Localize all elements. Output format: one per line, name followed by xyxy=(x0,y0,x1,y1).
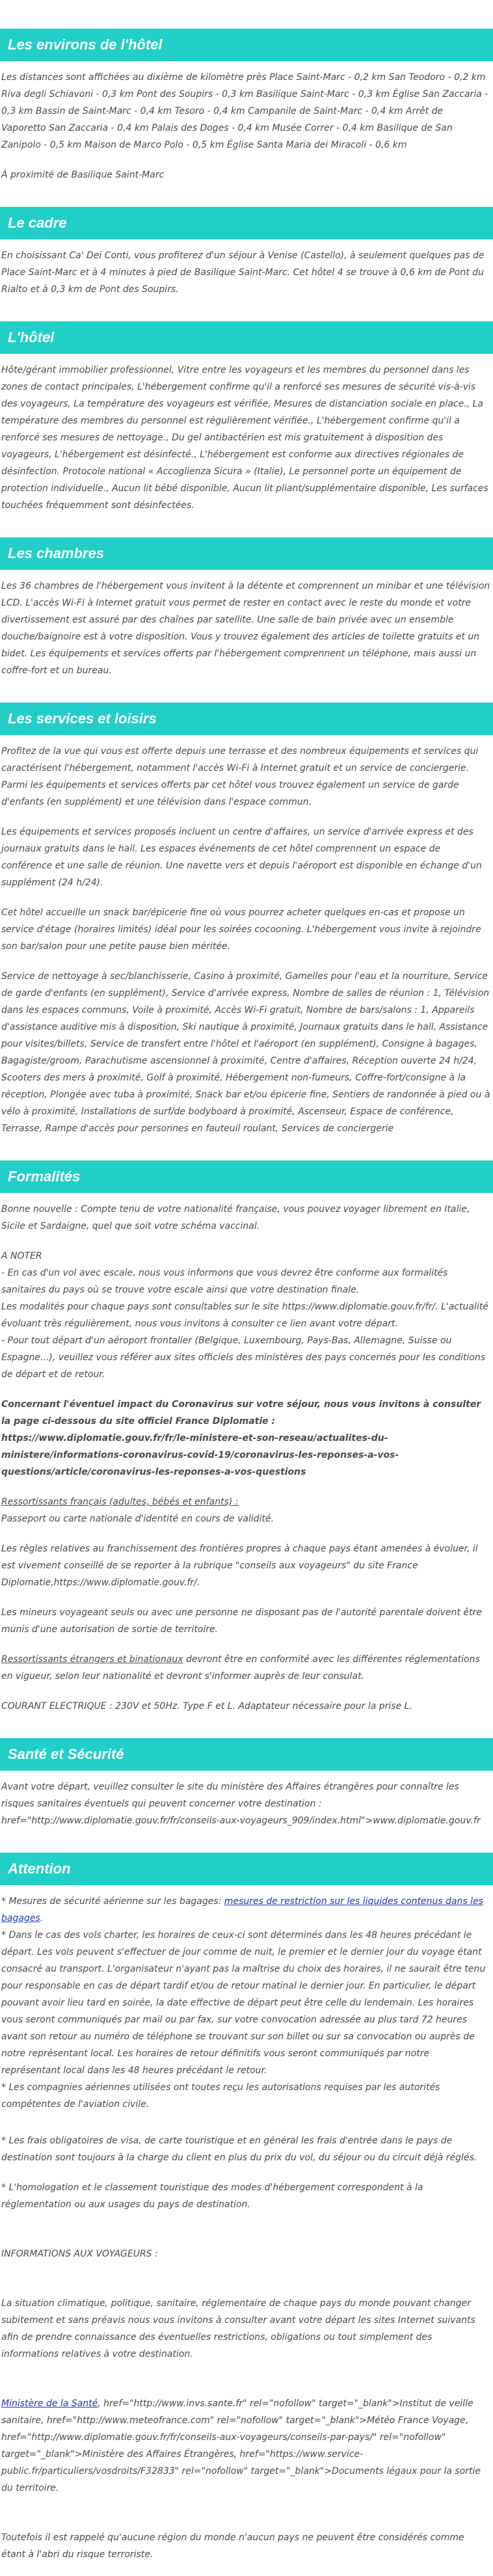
attention-frais: * Les frais obligatoires de visa, de carte touristique et en général les frais d'entrée dans le pays de destination sont toujours à la charge du client en plus du prix du vol, du séjour ou du circuit déjà réglés. xyxy=(1,2136,477,2163)
section-sante xyxy=(0,1738,493,1829)
section-title-formalites: Formalités xyxy=(0,1161,493,1193)
section-chambres xyxy=(0,537,493,679)
etrangers-text: devront être en conformité avec les différentes réglementations en vigueur, selon leur nationalité et devront s'informer auprès de leur consulat. xyxy=(1,1654,480,1682)
services-p4: Service de nettoyage à sec/blanchisserie, Casino à proximité, Gamelles pour l'eau et la nourriture, Service de garde d'enfants (en supplément), Service d'arrivée express, Nombre de salles de réunion : 1, Télévision dans les espaces communs, Voile à proximité, Accès Wi-Fi gratuit, Nombre de bars/salons : 1, Appareils d'assistance auditive mis à disposition, Ski nautique à proximité, Journaux gratuits dans le hall, Assistance pour visites/billets, Service de transfert entre l'hôtel et l'aéroport (en supplément), Consigne à bagages, Bagagiste/groom, Parachutisme ascensionnel à proximité, Centre d'affaires, Réception ouverte 24 h/24, Scooters des mers à proximité, Golf à proximité, Hébergement non-fumeurs, Coffre-fort/consigne à la réception, Plongée avec tuba à proximité, Snack bar et/ou épicerie fine, Sentiers de randonnée à pied ou à vélo à proximité, Installations de surf/de bodyboard à proximité, Ascenseur, Espace de conférence, Terrasse, Rampe d'accès pour personnes en fauteuil roulant, Services de conciergerie xyxy=(1,971,490,1134)
sante-text: Avant votre départ, veuillez consulter le site du ministère des Affaires étrangères pour connaître les risques sanitaires éventuels qui peuvent concerner votre destination : href="http://www.diplomatie.gouv.fr/fr/conseils-aux-voyageurs_909/index.html">www.diplomatie.gouv.fr xyxy=(1,1782,481,1826)
environs-proximity: À proximité de Basilique Saint-Marc xyxy=(1,170,165,180)
a-noter-line-1: - En cas d'un vol avec escale, nous vous informons que vous devrez être conforme aux formalités sanitaires du pays où se trouve votre escale ainsi que votre destination finale. xyxy=(1,1268,448,1295)
chambres-text: Les 36 chambres de l'hébergement vous invitent à la détente et comprennent un minibar et une télévision LCD. L'accès Wi-Fi à Internet gratuit vous permet de rester en contact avec le reste du monde et votre divertissement est assuré par des chaînes par satellite. Une salle de bain privée avec un ensemble douche/baignoire est à votre disposition. Vous y trouvez également des articles de toilette gratuits et un bidet. Les équipements et services offerts par l'hébergement comprennent un téléphone, mais aussi un coffre-fort et un bureau. xyxy=(1,581,490,676)
section-hotel xyxy=(0,321,493,514)
formalites-regles: Les règles relatives au franchissement des frontières propres à chaque pays étant amenées à évoluer, il est vivement conseillé de se reporter à la rubrique "conseils aux voyageurs" du site France Diplomatie,https://www.diplomatie.gouv.fr/. xyxy=(1,1544,478,1588)
formalites-ressortissants-fr xyxy=(1,1494,490,1527)
formalites-etrangers xyxy=(1,1651,490,1685)
attention-bagages xyxy=(1,1893,490,2113)
section-body-environs xyxy=(0,61,493,183)
section-attention xyxy=(0,1853,493,2563)
section-body-chambres xyxy=(0,570,493,679)
info-voyageurs-links xyxy=(1,2395,490,2497)
section-body-services xyxy=(0,735,493,1137)
services-p2: Les équipements et services proposés incluent un centre d'affaires, un service d'arrivée express et des journaux gratuits dans le hall. Les espaces événements de cet hôtel comprennent un espace de conférence et une salle de réunion. Une navette vers et depuis l'aéroport est disponible en échange d'un supplément (24 h/24). xyxy=(1,827,482,888)
attention-charter: * Dans le cas des vols charter, les horaires de ceux-ci sont déterminés dans les 48 heures précédant le départ. Les vols peuvent s'effectuer de jour comme de nuit, le premier et le dernier jour du voyage étant consacré au transport. L'organisateur n'ayant pas la maîtrise du choix des horaires, il ne saurait être tenu pour responsable en cas de départ tardif et/ou de retour matinal le dernier jour. En particulier, le départ pouvant avoir lieu tard en soirée, la date effective de départ peut être celle du lendemain. Les horaires vous seront communiqués par mail ou par fax, sur votre convocation adressée au plus tard 72 heures avant son retour au numéro de téléphone se trouvant sur son billet ou sur sa convocation ou auprès de notre représentant local. Les horaires de retour définitifs vous seront communiqués par notre représentant local dans les 48 heures précédant le retour. xyxy=(1,1930,486,2076)
formalites-covid xyxy=(1,1396,490,1481)
section-body-formalites xyxy=(0,1193,493,1715)
section-title-cadre: Le cadre xyxy=(0,207,493,239)
section-title-services: Les services et loisirs xyxy=(0,703,493,735)
spacer xyxy=(1,2510,490,2529)
services-p1: Profitez de la vue qui vous est offerte depuis une terrasse et des nombreux équipements et services qui caractérisent l'hébergement, notamment l'accès Wi-Fi à Internet gratuit et un service de conciergerie. Parmi les équipements et services offerts par cet hôtel vous trouvez également un service de garde d'enfants (en supplément) et une télévision dans l'espace commun. xyxy=(1,746,479,807)
section-title-sante: Santé et Sécurité xyxy=(0,1738,493,1771)
bagages-prefix: * Mesures de sécurité aérienne sur les bagages: xyxy=(1,1896,224,1907)
a-noter-title: A NOTER xyxy=(1,1251,42,1261)
attention-terrorisme: Toutefois il est rappelé qu'aucune région du monde n'aucun pays ne peuvent être considérés comme étant à l'abri du risque terroriste. xyxy=(1,2532,464,2560)
section-body-sante xyxy=(0,1771,493,1829)
ressortissants-fr-text: Passeport ou carte nationale d'identité en cours de validité. xyxy=(1,1514,274,1524)
section-title-chambres: Les chambres xyxy=(0,537,493,570)
info-voyageurs-text: La situation climatique, politique, sanitaire, réglementaire de chaque pays du monde pouvant changer subitement et sans préavis nous vous invitons à consulter avant votre départ les sites Internet suivants afin de prendre connaissance des éventuelles restrictions, obligations ou tout simplement des informations relatives à votre destination. xyxy=(1,2298,475,2359)
section-cadre xyxy=(0,207,493,298)
liquides-restriction-link[interactable]: mesures de restriction sur les liquides contenus dans les bagages xyxy=(1,1896,483,1924)
services-p3: Cet hôtel accueille un snack bar/épicerie fine où vous pourrez acheter quelques en-cas et propose un service d'étage (horaires limités) idéal pour les soirées cocooning. L'hébergement vous invite à rejoindre son bar/salon pour une petite pause bien méritée. xyxy=(1,907,481,952)
section-body-cadre xyxy=(0,239,493,298)
section-title-environs: Les environs de l'hôtel xyxy=(0,29,493,61)
formalites-courant: COURANT ELECTRIQUE : 230V et 50Hz. Type F et L. Adaptateur nécessaire pour la prise L. xyxy=(1,1701,412,1711)
section-environs xyxy=(0,29,493,183)
section-services xyxy=(0,703,493,1137)
page xyxy=(0,29,493,2563)
ministere-sante-link[interactable]: Ministère de la Santé xyxy=(1,2398,98,2409)
formalites-a-noter xyxy=(1,1248,490,1383)
etrangers-title: Ressortissants étrangers et binationaux xyxy=(1,1654,183,1665)
spacer xyxy=(1,2275,490,2295)
attention-compagnies: * Les compagnies aériennes utilisées ont toutes reçu les autorisations requises par les autorités compétentes de l'aviation civile. xyxy=(1,2082,440,2110)
section-title-attention: Attention xyxy=(0,1853,493,1885)
section-formalites xyxy=(0,1161,493,1715)
a-noter-line-2: Les modalités pour chaque pays sont consultables sur le site https://www.diplomatie.gouv.fr/fr/. L'actualité évoluant très régulièrement, nous vous invitons à consulter ce lien avant votre départ. xyxy=(1,1302,488,1329)
ressortissants-fr-title: Ressortissants français (adultes, bébés et enfants) : xyxy=(1,1497,239,1507)
cadre-text: En choisissant Ca' Dei Conti, vous profiterez d'un séjour à Venise (Castello), à seulement quelques pas de Place Saint-Marc et à 4 minutes à pied de Basilique Saint-Marc. Cet hôtel 4 se trouve à 0,6 km de Pont du Rialto et à 0,3 km de Pont des Soupirs. xyxy=(1,250,485,295)
section-body-hotel xyxy=(0,354,493,514)
formalites-mineurs: Les mineurs voyageant seuls ou avec une personne ne disposant pas de l'autorité parentale doivent être munis d'une autorisation de sortie de territoire. xyxy=(1,1607,482,1635)
hotel-text: Hôte/gérant immobilier professionnel, Vitre entre les voyageurs et les membres du personnel dans les zones de contact principales, L'hébergement confirme qu'il a renforcé ses mesures de sécurité vis-à-vis des voyageurs, La température des voyageurs est vérifiée, Mesures de distanciation sociale en place., La température des membres du personnel est régulièrement vérifiée., L'hébergement confirme qu'il a renforcé ses mesures de nettoyage., Du gel antibactérien est mis gratuitement à disposition des voyageurs, L'hébergement est désinfecté., L'hébergement est conforme aux directives régionales de désinfection. Protocole national « Accoglienza Sicura » (Italie), Le personnel porte un équipement de protection individuelle., Aucun lit bébé disponible, Aucun lit pliant/supplémentaire disponible, Les surfaces touchées fréquemment sont désinfectées. xyxy=(1,365,488,511)
spacer xyxy=(1,2113,490,2132)
info-voyageurs-title: INFORMATIONS AUX VOYAGEURS : xyxy=(1,2249,158,2259)
formalites-intro: Bonne nouvelle : Compte tenu de votre nationalité française, vous pouvez voyager librement en Italie, Sicile et Sardaigne, quel que soit votre schéma vaccinal. xyxy=(1,1204,470,1231)
section-title-hotel: L'hôtel xyxy=(0,321,493,354)
environs-distances: Les distances sont affichées au dixième de kilomètre près Place Saint-Marc - 0,2 km San Teodoro - 0,2 km Riva degli Schiavoni - 0,3 km Pont des Soupirs - 0,3 km Basilique Saint-Marc - 0,3 km Église San Zaccaria - 0,3 km Bassin de Saint-Marc - 0,4 km Tesoro - 0,4 km Campanile de Saint-Marc - 0,4 km Arrêt de Vaporetto San Zaccaria - 0,4 km Palais des Doges - 0,4 km Musée Correr - 0,4 km Basilique de San Zanipolo - 0,5 km Maison de Marco Polo - 0,5 km Église Santa Maria dei Miracoli - 0,6 km xyxy=(1,72,488,150)
spacer xyxy=(1,2226,490,2246)
attention-homologation: * L'homologation et le classement touristique des modes d'hébergement correspondent à la réglementation ou aux usages du pays de destination. xyxy=(1,2182,423,2210)
a-noter-line-3: - Pour tout départ d'un aéroport frontalier (Belgique, Luxembourg, Pays-Bas, Allemagne, Suisse ou Espagne...), veuillez vous référer aux sites officiels des ministères des pays concernés pour les conditions de départ et de retour. xyxy=(1,1335,486,1380)
covid-link[interactable]: https://www.diplomatie.gouv.fr/fr/le-ministere-et-son-reseau/actualites-du-ministere/informations-coronavirus-covid-19/coronavirus-les-reponses-a-vos-questions/article/coronavirus-les-reponses-a-vos-questions xyxy=(1,1433,399,1477)
bagages-suffix: . xyxy=(40,1913,44,1924)
links-text: , href="http://www.invs.sante.fr" rel="nofollow" target="_blank">Institut de veille sanitaire, href="http://www.meteofrance.com" rel="nofollow" target="_blank">Météo France Voyage, href="http://www.diplomatie.gouv.fr/fr/conseils-aux-voyageurs/conseils-par-pays/" rel="nofollow" target="_blank">Ministère des Affaires Étrangères, href="https://www.service-public.fr/particuliers/vosdroits/F32833" rel="nofollow" target="_blank">Documents légaux pour la sortie du territoire. xyxy=(1,2398,481,2493)
covid-heading: Concernant l'éventuel impact du Coronavirus sur votre séjour, nous vous invitons à consulter la page ci-dessous du site officiel France Diplomatie : xyxy=(1,1399,481,1427)
section-body-attention xyxy=(0,1885,493,2563)
